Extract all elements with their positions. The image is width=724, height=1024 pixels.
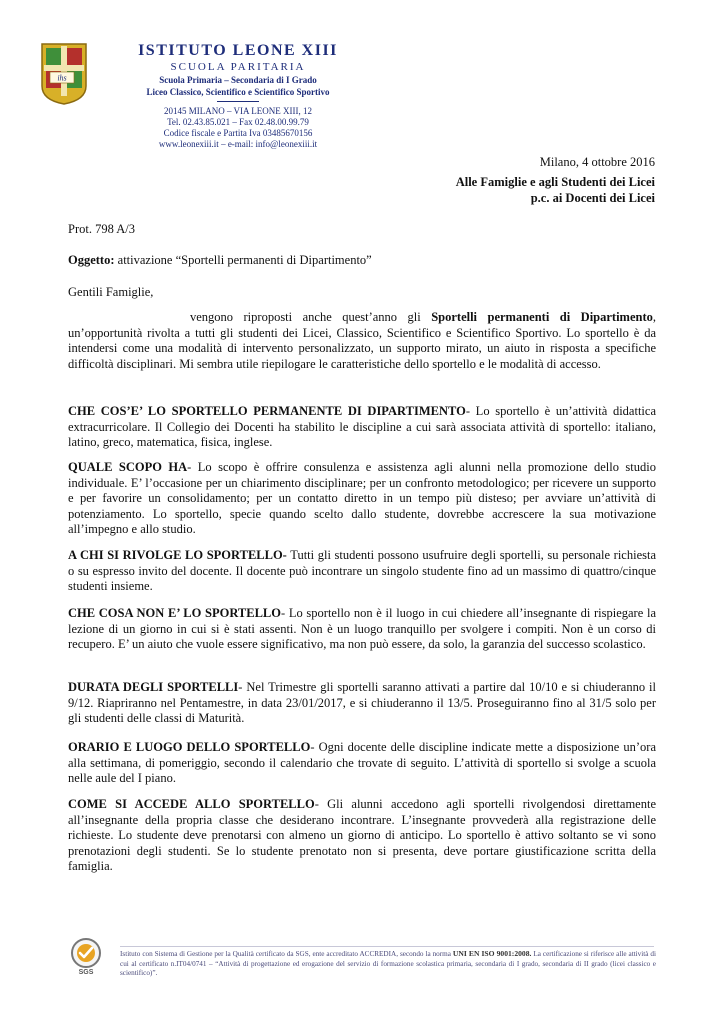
section-purpose xyxy=(68,460,656,538)
section-heading: A CHI SI RIVOLGE LO SPORTELLO- xyxy=(68,548,287,562)
protocol-number: Prot. 798 A/3 xyxy=(68,222,136,236)
recipient-families: Alle Famiglie e agli Studenti dei Licei xyxy=(455,175,655,189)
section-what-is-not xyxy=(68,606,656,653)
section-heading: DURATA DEGLI SPORTELLI xyxy=(68,680,239,694)
footer-text-start: Istituto con Sistema di Gestione per la Qualità certificato da SGS, ente accreditato ACCREDIA, secondo la norma xyxy=(120,950,453,958)
school-address: 20145 MILANO – VIA LEONE XIII, 12 xyxy=(163,106,313,116)
subject-label: Oggetto: xyxy=(68,253,115,267)
intro-paragraph xyxy=(68,310,656,372)
section-audience xyxy=(68,548,656,595)
section-heading: CHE COS’E’ LO SPORTELLO PERMANENTE DI DIPARTIMENTO xyxy=(68,404,466,418)
school-crest-logo xyxy=(40,42,88,106)
section-heading: CHE COSA NON E’ LO SPORTELLO xyxy=(68,606,281,620)
date-recipients-block xyxy=(456,154,655,206)
footer-divider xyxy=(120,946,654,947)
section-text: - Ogni docente delle discipline indicate mette a disposizione un’ora alla settimana, di pomeriggio, secondo il calendario che trovate di seguito. L’attività di sportello si svolge a scuola nelle aule del I piano. xyxy=(68,740,656,785)
letterhead-divider xyxy=(217,101,259,102)
school-name: ISTITUTO LEONE XIII xyxy=(138,42,338,59)
crest-monogram: ihs xyxy=(57,73,67,83)
section-what-is xyxy=(68,404,656,451)
school-levels-line-1: Scuola Primaria – Secondaria di I Grado xyxy=(159,75,317,85)
intro-highlight: Sportelli permanenti di Dipartimento xyxy=(431,310,653,324)
school-phone-fax: Tel. 02.43.85.021 – Fax 02.48.00.99.79 xyxy=(167,117,309,127)
recipient-teachers: p.c. ai Docenti dei Licei xyxy=(530,191,655,205)
place-date: Milano, 4 ottobre 2016 xyxy=(539,155,655,169)
section-text: Tutti gli studenti possono usufruire degli sportelli, su personale richiesta o su espresso invito del docente. Il docente può incontrare un singolo studente fino ad un massimo di quattro/cinque studenti insieme. xyxy=(68,548,656,593)
school-web-email: www.leonexiii.it – e-mail: info@leonexiii.it xyxy=(158,139,318,149)
school-tax-code: Codice fiscale e Partita Iva 03485670156 xyxy=(163,128,313,138)
seal-label: SGS xyxy=(78,969,94,976)
school-type: SCUOLA PARITARIA xyxy=(170,61,306,73)
section-text: - Lo sportello non è il luogo in cui chiedere all’insegnante di rispiegare la lezione di un giorno in cui si è stati assenti. Non è un luogo tranquillo per svolgere i compiti. Non è un corso di recupero. E’ un aiuto che vuole essere significativo, ma non può essere, da solo, la garanzia del successo scolastico. xyxy=(68,606,656,651)
section-heading: QUALE SCOPO HA xyxy=(68,460,188,474)
section-heading: COME SI ACCEDE ALLO SPORTELLO xyxy=(68,797,315,811)
greeting: Gentili Famiglie, xyxy=(68,285,154,299)
footer-certification-note xyxy=(120,949,656,979)
section-heading: ORARIO E LUOGO DELLO SPORTELLO xyxy=(68,740,311,754)
section-schedule-place xyxy=(68,740,656,787)
school-letterhead xyxy=(98,42,378,150)
subject-line xyxy=(68,253,656,269)
sgs-certification-seal-icon xyxy=(66,936,106,976)
subject-text: attivazione “Sportelli permanenti di Dipartimento” xyxy=(114,253,372,267)
section-text: - Nel Trimestre gli sportelli saranno attivati a partire dal 10/10 e si chiuderanno il 9/12. Riapriranno nel Pentamestre, in data 23/01/2017, e si chiuderanno il 13/5. Proseguiranno fino al 31/5 solo per gli studenti delle classi di Maturità. xyxy=(68,680,656,725)
footer-text-end: La certificazione si riferisce alle attività di cui al certificato n.IT04/0741 – “Attività di progettazione ed erogazione del servizio di formazione scolastica primaria, secondaria di I grado, secondaria di II grado (licei classico e scientifico)”. xyxy=(120,950,656,978)
section-access xyxy=(68,797,656,875)
section-text: - Gli alunni accedono agli sportelli rivolgendosi direttamente all’insegnante della propria classe che desiderano incontrare. L’insegnante provvederà alla registrazione delle richieste. Lo studente deve prenotarsi con almeno un giorno di anticipo. Lo sportello è attivo soltanto se vi sono prenotazioni degli studenti. Se lo studente prenotato non si presenta, deve portare giustificazione scritta della famiglia. xyxy=(68,797,656,873)
intro-text-end: , un’opportunità rivolta a tutti gli studenti dei Licei, Classico, Scientifico e Scientifico Sportivo. Lo sportello è da intendersi come una modalità di intervento personalizzato, un supporto mirato, un aiuto in risposta a specifiche difficoltà disciplinari. Mi sembra utile riepilogare le caratteristiche dello sportello e le modalità di accesso. xyxy=(68,310,657,371)
section-text: - Lo sportello è un’attività didattica extracurricolare. Il Collegio dei Docenti ha stabilito le discipline a cui sarà associata attività di sportello: italiano, latino, greco, matematica, fisica, inglese. xyxy=(68,404,656,449)
section-duration xyxy=(68,680,656,727)
school-levels-line-2: Liceo Classico, Scientifico e Scientifico Sportivo xyxy=(146,87,330,97)
footer-standard: UNI EN ISO 9001:2008. xyxy=(452,949,532,958)
intro-text-start: vengono riproposti anche quest’anno gli xyxy=(190,310,432,324)
section-text: - Lo scopo è offrire consulenza e assistenza agli alunni nella promozione dello studio individuale. E’ l’occasione per un chiarimento disciplinare; per un confronto metodologico; per ricevere un supporto e per favorire un consolidamento; per un contatto diretto in un tempo più disteso; per avviare un’attività di potenziamento. Lo sportello, specie quando scelto dallo studente, dovrebbe accrescere la sua motivazione all’impegno e allo studio. xyxy=(68,460,656,536)
